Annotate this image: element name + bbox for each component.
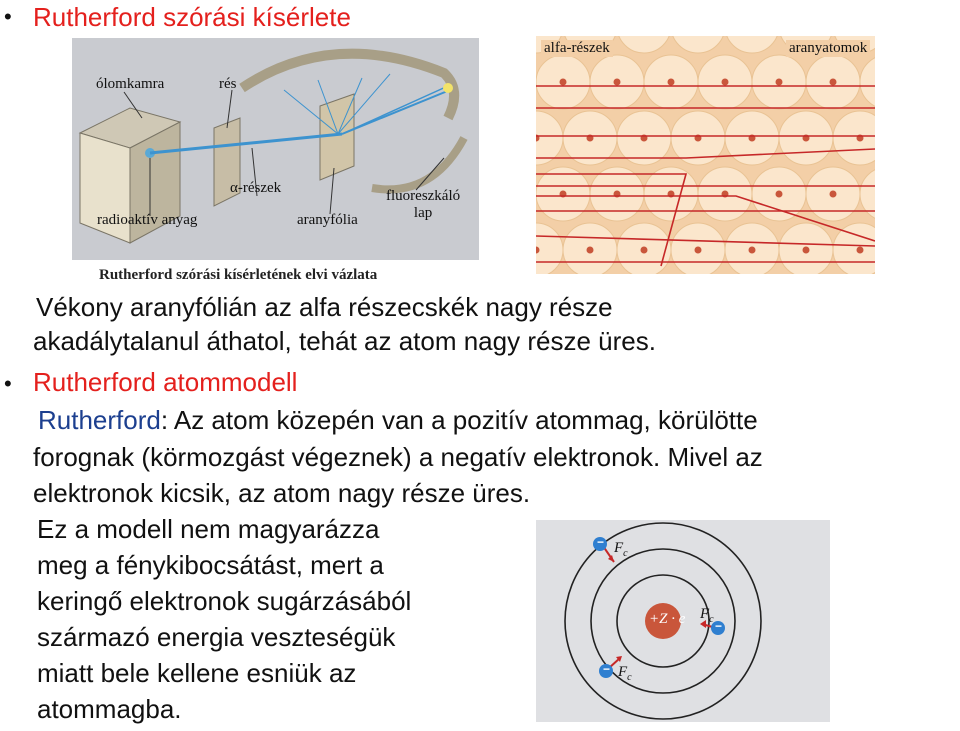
gold-nucleus xyxy=(695,247,702,254)
heading-atom-model: Rutherford atommodell xyxy=(33,367,298,397)
paragraph-limitation-line: keringő elektronok sugárzásából xyxy=(37,586,412,616)
label-screen-line1: fluoreszkáló xyxy=(386,188,461,204)
gold-nucleus xyxy=(641,247,648,254)
force-symbol: F xyxy=(614,540,624,556)
label-gold-foil: aranyfólia xyxy=(297,212,358,228)
paragraph-limitation-line: miatt bele kellene esniük az xyxy=(37,658,357,688)
paragraph-limitation-line: meg a fénykibocsátást, mert a xyxy=(37,550,384,580)
paragraph-foil-result-line1: Vékony aranyfólián az alfa részecskék nagy része xyxy=(36,292,613,322)
force-label-right xyxy=(700,606,714,625)
electron-sign: − xyxy=(597,535,605,549)
gold-nucleus xyxy=(776,79,783,86)
figure-gold-atoms xyxy=(536,36,875,274)
label-alpha-particles-2: alfa-részek xyxy=(541,40,613,57)
force-symbol: F xyxy=(700,606,710,622)
gold-nucleus xyxy=(587,247,594,254)
gold-nucleus xyxy=(668,79,675,86)
gold-nucleus xyxy=(830,191,837,198)
electron-sign: − xyxy=(715,619,723,633)
force-label-top xyxy=(614,540,628,559)
label-slit: rés xyxy=(219,76,237,92)
label-lead-chamber: ólomkamra xyxy=(96,76,165,92)
paragraph-limitation-line: Ez a modell nem magyarázza xyxy=(37,514,380,544)
gold-nucleus xyxy=(614,79,621,86)
name-rutherford: Rutherford xyxy=(38,405,161,435)
force-symbol: F xyxy=(618,664,628,680)
label-screen-line2: lap xyxy=(413,205,433,221)
paragraph-limitation xyxy=(37,512,411,728)
paragraph-foil-result-line2: akadálytalanul áthatol, tehát az atom nagy része üres. xyxy=(33,326,656,356)
gold-nucleus xyxy=(722,79,729,86)
nucleus-label: +Z · e xyxy=(649,611,686,627)
gold-nucleus xyxy=(560,79,567,86)
electron-sign: − xyxy=(603,662,611,676)
label-alpha-particles: α-részek xyxy=(230,180,282,196)
force-subscript: c xyxy=(709,614,714,625)
gold-nucleus xyxy=(830,79,837,86)
gold-nucleus xyxy=(776,191,783,198)
figure-caption: Rutherford szórási kísérletének elvi vázlata xyxy=(99,267,378,283)
gold-nucleus xyxy=(803,247,810,254)
force-label-bottom xyxy=(618,664,632,683)
paragraph-model-line1-rest: : Az atom közepén van a pozitív atommag, körülötte xyxy=(160,405,758,435)
heading-experiment: Rutherford szórási kísérlete xyxy=(33,2,351,32)
label-radioactive-source: radioaktív anyag xyxy=(97,212,198,228)
paragraph-limitation-line: származó energia veszteségük xyxy=(37,622,396,652)
force-subscript: c xyxy=(623,548,628,559)
gold-nucleus xyxy=(749,247,756,254)
paragraph-model-line1 xyxy=(38,403,758,437)
paragraph-model-line3: elektronok kicsik, az atom nagy része üres. xyxy=(33,478,531,508)
bullet: • xyxy=(4,371,12,396)
paragraph-limitation-line: atommagba. xyxy=(37,694,182,724)
bullet: • xyxy=(4,4,12,29)
label-gold-atoms: aranyatomok xyxy=(786,40,870,57)
gold-nucleus xyxy=(857,247,864,254)
gold-atoms-illustration xyxy=(536,36,875,274)
paragraph-model-line2: forognak (körmozgást végeznek) a negatív elektronok. Mivel az xyxy=(33,442,763,472)
force-subscript: c xyxy=(627,672,632,683)
label-fluorescent-screen xyxy=(386,188,460,222)
